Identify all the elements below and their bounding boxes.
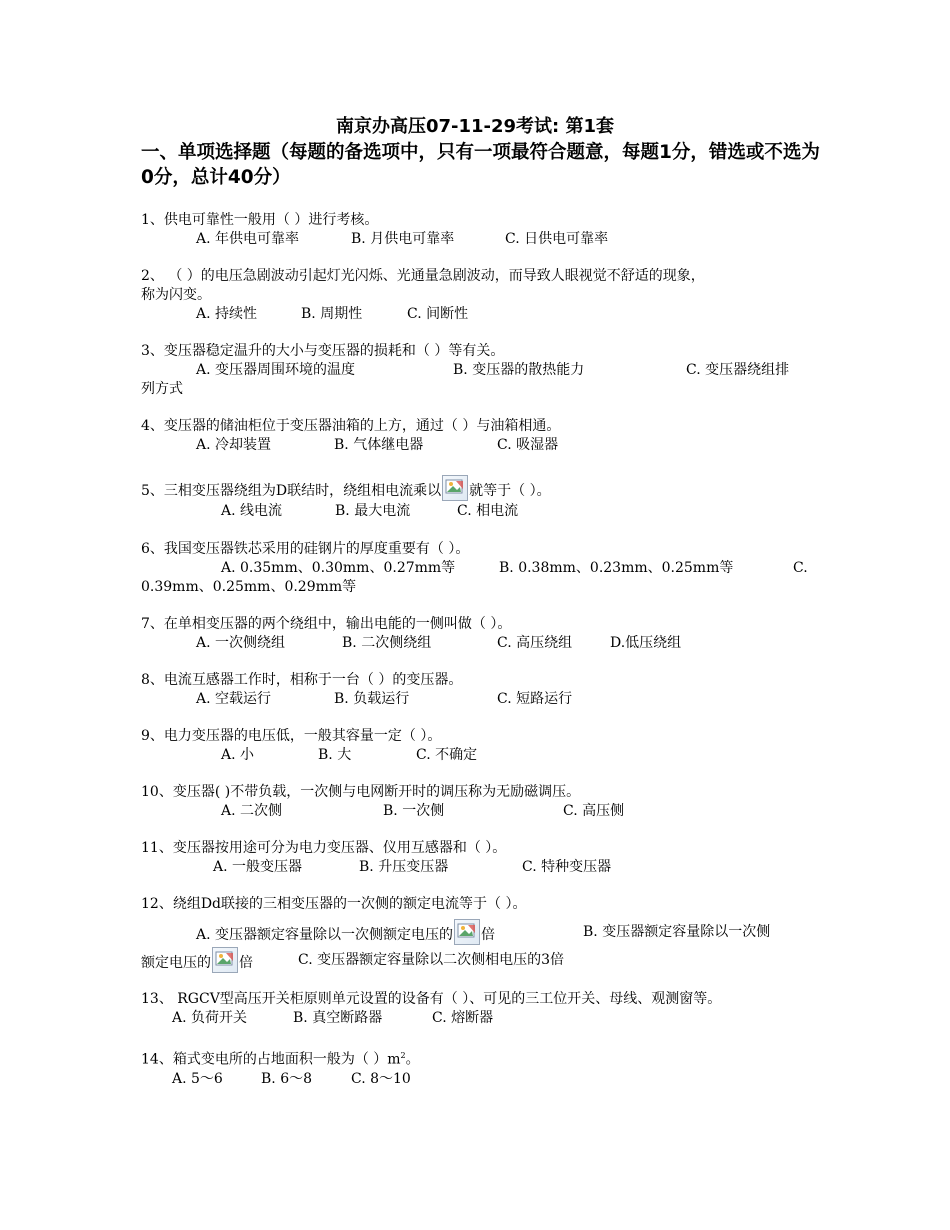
question-6 <box>141 540 816 597</box>
option-c: C. 变压器额定容量除以二次侧相电压的3倍 <box>298 952 565 968</box>
option-c: C. 吸湿器 <box>497 437 559 453</box>
question-stem: 3、变压器稳定温升的大小与变压器的损耗和（ ）等有关。 <box>141 343 505 359</box>
question-stem: 8、电流互感器工作时，相称于一台（ ）的变压器。 <box>141 672 463 688</box>
option-a: A. 空载运行 <box>196 691 272 707</box>
question-4 <box>141 417 816 455</box>
exam-title: 南京办高压07-11-29考试: 第1套 <box>335 116 615 137</box>
option-a: A. 5～6 <box>172 1070 223 1087</box>
question-stem-end: 就等于（ ）。 <box>469 483 551 499</box>
question-stem: 2、 （ ）的电压急剧波动引起灯光闪烁、光通量急剧波动，而导致人眼视觉不舒适的现象， <box>141 268 705 284</box>
option-c: C. 短路运行 <box>497 691 573 707</box>
question-stem-continued: 称为闪变。 <box>141 287 211 303</box>
option-c: C. 相电流 <box>457 503 519 519</box>
question-11 <box>141 839 816 877</box>
section-heading: 一、单项选择题（每题的备选项中，只有一项最符合题意，每题1分，错选或不选为0分，总计40分） <box>141 142 820 188</box>
option-b: B. 最大电流 <box>335 503 411 519</box>
option-b: B. 一次侧 <box>383 803 445 819</box>
option-c: C. 不确定 <box>416 747 478 763</box>
option-a: A. 0.35mm、0.30mm、0.27mm等 <box>221 560 456 576</box>
question-12 <box>141 895 816 973</box>
question-14 <box>141 1046 816 1089</box>
option-b: B. 二次侧绕组 <box>342 635 432 651</box>
option-c: C. 变压器绕组排 <box>686 362 790 378</box>
option-b-suffix: 倍 <box>239 955 253 971</box>
option-a: A. 小 <box>221 747 255 763</box>
option-a: A. 变压器周围环境的温度 <box>196 362 356 378</box>
option-a-text: A. 变压器额定容量除以一次侧额定电压的 <box>196 927 454 943</box>
question-stem: 12、绕组Dd联接的三相变压器的一次侧的额定电流等于（ ）。 <box>141 896 527 912</box>
option-continued: 0.39mm、0.25mm、0.29mm等 <box>141 579 357 595</box>
option-c: C. 特种变压器 <box>522 859 612 875</box>
option-b: B. 气体继电器 <box>334 437 424 453</box>
option-a: A. 持续性 <box>196 306 258 322</box>
question-7 <box>141 615 816 653</box>
question-stem: 4、变压器的储油柜位于变压器油箱的上方，通过（ ）与油箱相通。 <box>141 418 561 434</box>
option-d: D.低压绕组 <box>610 635 682 651</box>
superscript: 2 <box>400 1051 406 1060</box>
question-stem: 6、我国变压器铁芯采用的硅钢片的厚度重要有（ ）。 <box>141 541 470 557</box>
option-a <box>196 919 495 948</box>
question-stem: 13、 RGCV型高压开关柜原则单元设置的设备有（ ）、可见的三工位开关、母线、观测窗等。 <box>141 991 722 1007</box>
question-stem: 9、电力变压器的电压低，一般其容量一定（ ）。 <box>141 728 442 744</box>
option-b: B. 月供电可靠率 <box>351 231 455 247</box>
option-a: A. 一般变压器 <box>213 859 303 875</box>
option-c: C. <box>793 560 808 576</box>
option-b: B. 变压器额定容量除以一次侧 <box>583 924 771 940</box>
option-c: C. 间断性 <box>407 306 469 322</box>
option-b: B. 真空断路器 <box>293 1010 383 1026</box>
question-8 <box>141 671 816 709</box>
option-a: A. 负荷开关 <box>172 1010 248 1026</box>
option-b: B. 周期性 <box>301 306 363 322</box>
option-c: C. 8～10 <box>351 1070 411 1087</box>
option-b: B. 升压变压器 <box>359 859 449 875</box>
option-a: A. 一次侧绕组 <box>196 635 286 651</box>
broken-image-icon <box>454 919 480 945</box>
question-1 <box>141 211 816 249</box>
option-a: A. 线电流 <box>221 503 283 519</box>
question-3 <box>141 342 816 399</box>
option-a: A. 年供电可靠率 <box>196 231 300 247</box>
option-b: B. 大 <box>318 747 352 763</box>
question-stem: 7、在单相变压器的两个绕组中，输出电能的一侧叫做（ ）。 <box>141 616 512 632</box>
option-a-suffix: 倍 <box>481 927 496 943</box>
question-stem: 10、变压器( )不带负载，一次侧与电网断开时的调压称为无励磁调压。 <box>141 784 581 800</box>
option-b: B. 变压器的散热能力 <box>453 362 585 378</box>
option-c: C. 熔断器 <box>432 1010 494 1026</box>
question-stem: 1、供电可靠性一般用（ ）进行考核。 <box>141 212 379 228</box>
question-stem: 14、箱式变电所的占地面积一般为（ ）m <box>141 1051 401 1068</box>
option-b: B. 6～8 <box>261 1070 313 1087</box>
option-continued: 列方式 <box>141 381 183 397</box>
broken-image-icon <box>442 475 468 501</box>
option-a: A. 二次侧 <box>221 803 283 819</box>
question-9 <box>141 727 816 765</box>
option-a: A. 冷却装置 <box>196 437 272 453</box>
question-stem: 5、三相变压器绕组为D联结时，绕组相电流乘以 <box>141 483 442 499</box>
question-stem-end: 。 <box>405 1051 420 1068</box>
option-b: B. 0.38mm、0.23mm、0.25mm等 <box>499 560 734 576</box>
option-b-text: 额定电压的 <box>141 955 211 971</box>
broken-image-icon <box>212 947 238 973</box>
option-c: C. 日供电可靠率 <box>505 231 609 247</box>
option-c: C. 高压绕组 <box>497 635 573 651</box>
question-2 <box>141 267 816 324</box>
question-5 <box>141 475 816 521</box>
option-c: C. 高压侧 <box>563 803 625 819</box>
question-stem: 11、变压器按用途可分为电力变压器、仪用互感器和（ ）。 <box>141 840 507 856</box>
option-b-continued <box>141 947 253 976</box>
question-13 <box>141 990 816 1028</box>
question-10 <box>141 783 816 821</box>
option-b: B. 负载运行 <box>334 691 410 707</box>
